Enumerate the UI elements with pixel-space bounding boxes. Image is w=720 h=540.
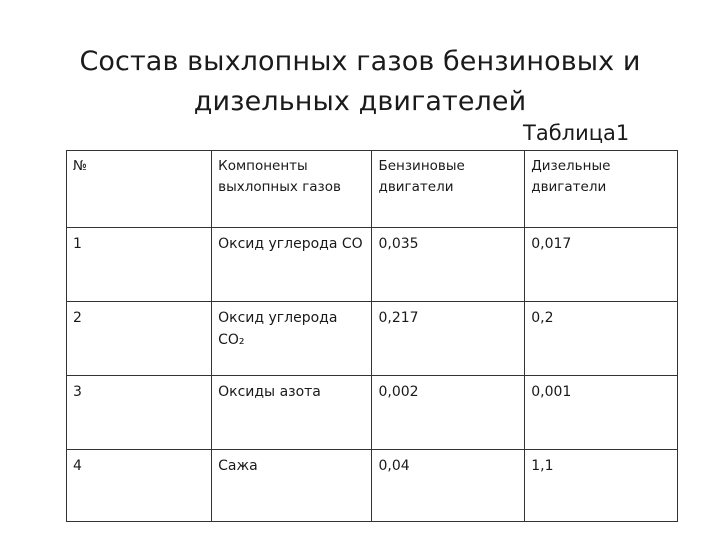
cell-number: 2 <box>67 302 212 376</box>
header-number: № <box>67 151 212 228</box>
table-row <box>67 228 678 302</box>
header-diesel: Дизельные двигатели <box>525 151 678 228</box>
cell-component: Сажа <box>212 450 372 522</box>
table-header-row <box>67 151 678 228</box>
exhaust-composition-table <box>66 150 678 522</box>
cell-petrol: 0,002 <box>372 376 525 450</box>
cell-component: Оксид углерода СО₂ <box>212 302 372 376</box>
cell-number: 1 <box>67 228 212 302</box>
table-row <box>67 376 678 450</box>
cell-diesel: 0,2 <box>525 302 678 376</box>
table-label: Таблица1 <box>523 121 630 145</box>
page-title <box>0 42 720 122</box>
title-line-2: дизельных двигателей <box>193 86 527 117</box>
cell-number: 4 <box>67 450 212 522</box>
cell-component: Оксид углерода СО <box>212 228 372 302</box>
cell-petrol: 0,04 <box>372 450 525 522</box>
cell-petrol: 0,035 <box>372 228 525 302</box>
title-line-1: Состав выхлопных газов бензиновых и <box>79 46 641 77</box>
cell-component: Оксиды азота <box>212 376 372 450</box>
header-petrol: Бензиновые двигатели <box>372 151 525 228</box>
cell-diesel: 0,017 <box>525 228 678 302</box>
table-row <box>67 450 678 522</box>
cell-petrol: 0,217 <box>372 302 525 376</box>
cell-diesel: 1,1 <box>525 450 678 522</box>
cell-diesel: 0,001 <box>525 376 678 450</box>
header-component: Компоненты выхлопных газов <box>212 151 372 228</box>
cell-number: 3 <box>67 376 212 450</box>
table-row <box>67 302 678 376</box>
